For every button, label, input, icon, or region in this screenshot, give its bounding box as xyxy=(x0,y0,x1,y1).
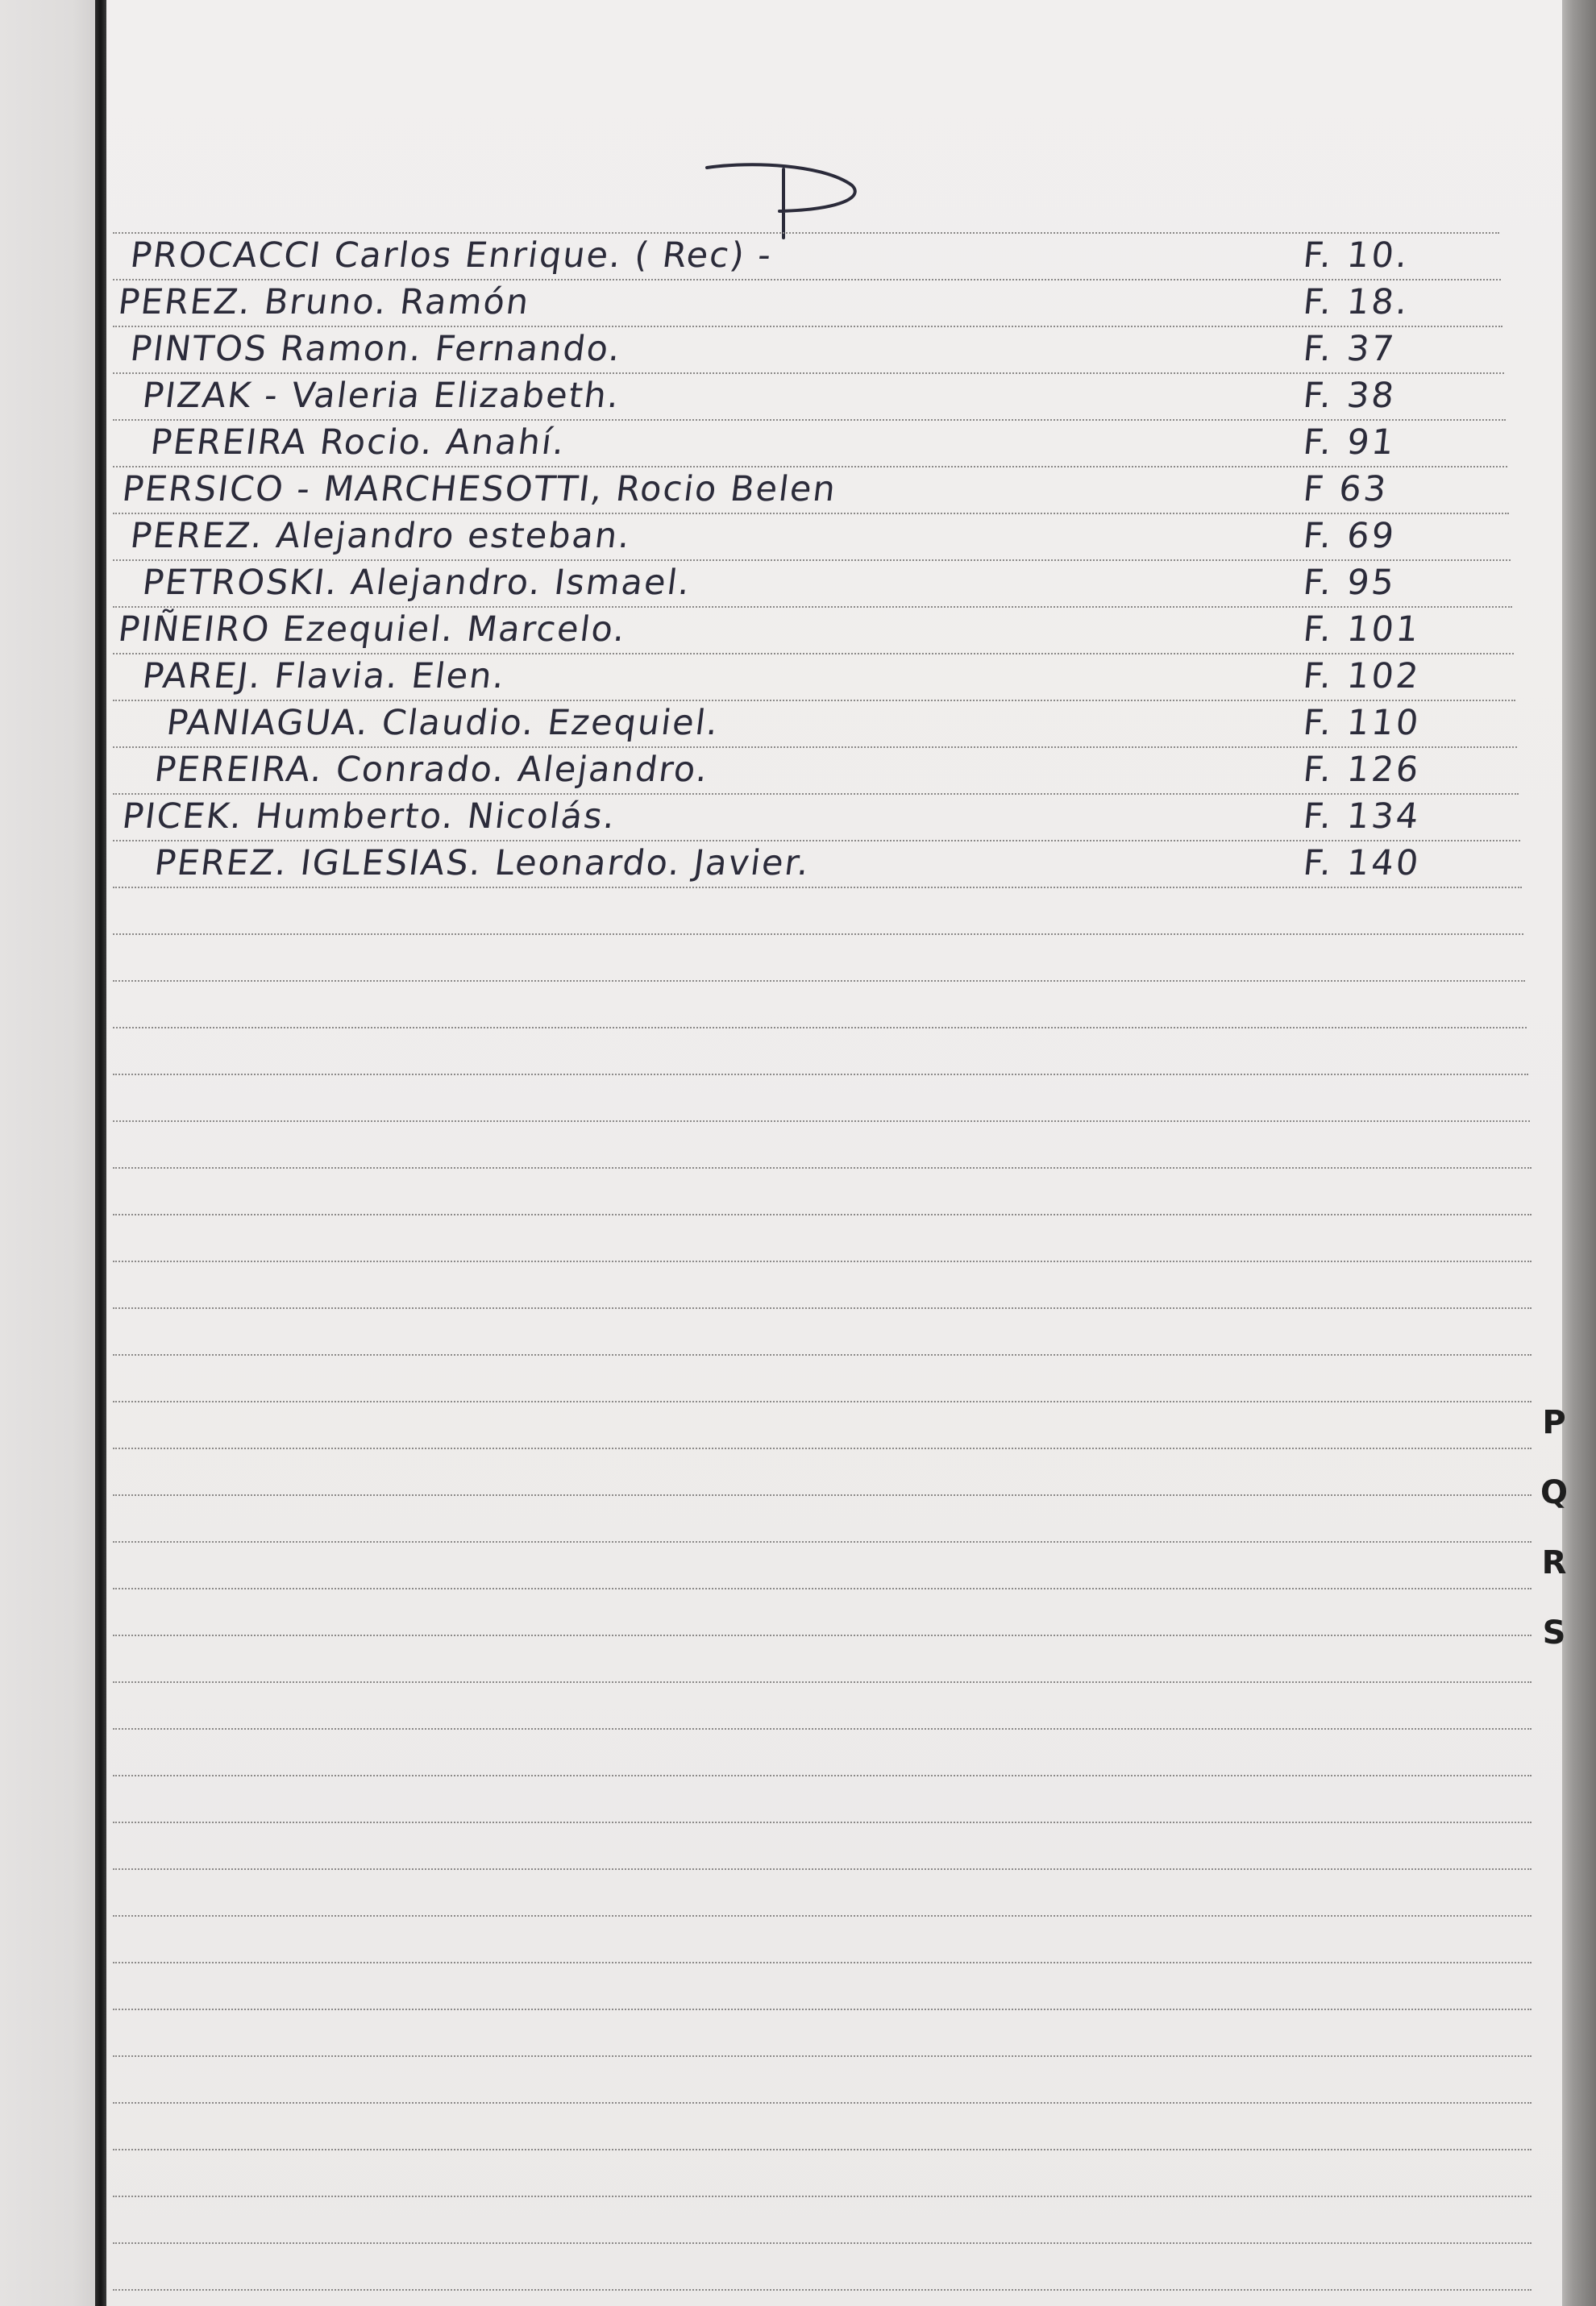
ruled-line xyxy=(113,2149,1532,2150)
ruled-line xyxy=(113,1120,1530,1122)
entry-folio: F. 102 xyxy=(1301,656,1423,696)
index-tab-p: P xyxy=(1542,1404,1566,1441)
ledger-entry xyxy=(106,329,1562,374)
entry-folio: F. 140 xyxy=(1301,843,1423,883)
entry-name: PIÑEIRO Ezequiel. Marcelo. xyxy=(115,609,629,650)
facing-page-edge xyxy=(0,0,103,2306)
ruled-line xyxy=(113,1074,1528,1075)
entry-folio: F. 110 xyxy=(1301,703,1423,743)
ruled-line xyxy=(113,933,1523,935)
ledger-entry xyxy=(106,750,1562,795)
ledger-entry xyxy=(106,282,1562,327)
ruled-line xyxy=(113,1214,1532,1215)
entry-name: PEREIRA Rocio. Anahí. xyxy=(148,422,568,463)
index-tab-q: Q xyxy=(1540,1474,1568,1511)
ruled-line xyxy=(113,1167,1532,1169)
binding-spine xyxy=(95,0,106,2306)
entry-name: PERSICO - MARCHESOTTI, Rocio Belen xyxy=(119,469,839,509)
ruled-line xyxy=(113,1541,1532,1543)
entry-name: PIZAK - Valeria Elizabeth. xyxy=(139,376,623,416)
ledger-entry xyxy=(106,796,1562,841)
ruled-line xyxy=(113,2055,1532,2057)
entry-folio: F. 126 xyxy=(1301,750,1423,790)
entry-folio: F. 38 xyxy=(1301,376,1399,416)
entry-name: PETROSKI. Alejandro. Ismael. xyxy=(139,563,694,603)
ruled-line xyxy=(113,2242,1532,2244)
ruled-line xyxy=(113,1728,1532,1730)
index-tab-s: S xyxy=(1542,1614,1566,1652)
entry-folio: F. 37 xyxy=(1301,329,1399,369)
ledger-entry xyxy=(106,422,1562,467)
ruled-line xyxy=(113,232,1499,234)
entry-name: PROCACCI Carlos Enrique. ( Rec) - xyxy=(127,235,775,276)
ledger-page xyxy=(106,0,1562,2306)
ruled-line xyxy=(113,1681,1532,1683)
ruled-line xyxy=(113,1588,1532,1589)
entry-name: PANIAGUA. Claudio. Ezequiel. xyxy=(164,703,722,743)
ruled-line xyxy=(113,1962,1532,1963)
entry-name: PINTOS Ramon. Fernando. xyxy=(127,329,625,369)
entry-name: PAREJ. Flavia. Elen. xyxy=(139,656,509,696)
ruled-line xyxy=(113,1868,1532,1870)
entry-folio: F. 134 xyxy=(1301,796,1423,837)
ledger-entry xyxy=(106,563,1562,608)
index-tab-r: R xyxy=(1541,1544,1567,1581)
ledger-entry xyxy=(106,516,1562,561)
entry-folio: F. 95 xyxy=(1301,563,1399,603)
entry-folio: F. 91 xyxy=(1301,422,1399,463)
ruled-line xyxy=(113,1822,1532,1823)
entry-folio: F. 101 xyxy=(1301,609,1423,650)
entry-folio: F 63 xyxy=(1301,469,1390,509)
entry-name: PICEK. Humberto. Nicolás. xyxy=(119,796,619,837)
ledger-entry xyxy=(106,703,1562,748)
ruled-line xyxy=(113,980,1525,982)
ruled-line xyxy=(113,1915,1532,1917)
ledger-entry xyxy=(106,376,1562,421)
entry-folio: F. 10. xyxy=(1301,235,1412,276)
entry-folio: F. 18. xyxy=(1301,282,1412,322)
ruled-line xyxy=(113,2009,1532,2010)
ledger-entry xyxy=(106,656,1562,701)
entry-name: PEREZ. IGLESIAS. Leonardo. Javier. xyxy=(152,843,813,883)
page-stack-edge xyxy=(1562,0,1596,2306)
ruled-line xyxy=(113,2102,1532,2104)
entry-folio: F. 69 xyxy=(1301,516,1399,556)
ruled-line xyxy=(113,2196,1532,2197)
entry-name: PEREIRA. Conrado. Alejandro. xyxy=(152,750,712,790)
ruled-line xyxy=(113,1494,1532,1496)
ruled-line xyxy=(113,1354,1532,1356)
ruled-line xyxy=(113,1401,1532,1402)
ruled-line xyxy=(113,1027,1527,1028)
ledger-entry xyxy=(106,469,1562,514)
ruled-line xyxy=(113,1775,1532,1776)
ruled-line xyxy=(113,1261,1532,1262)
ruled-line xyxy=(113,1635,1532,1636)
letter-heading-handwritten xyxy=(703,153,864,242)
entry-name: PEREZ. Bruno. Ramón xyxy=(115,282,533,322)
entry-name: PEREZ. Alejandro esteban. xyxy=(127,516,634,556)
ruled-line xyxy=(113,1307,1532,1309)
ledger-entry xyxy=(106,235,1562,280)
ruled-line xyxy=(113,2289,1532,2291)
ledger-entry xyxy=(106,609,1562,654)
ruled-line xyxy=(113,1448,1532,1449)
ledger-entry xyxy=(106,843,1562,888)
